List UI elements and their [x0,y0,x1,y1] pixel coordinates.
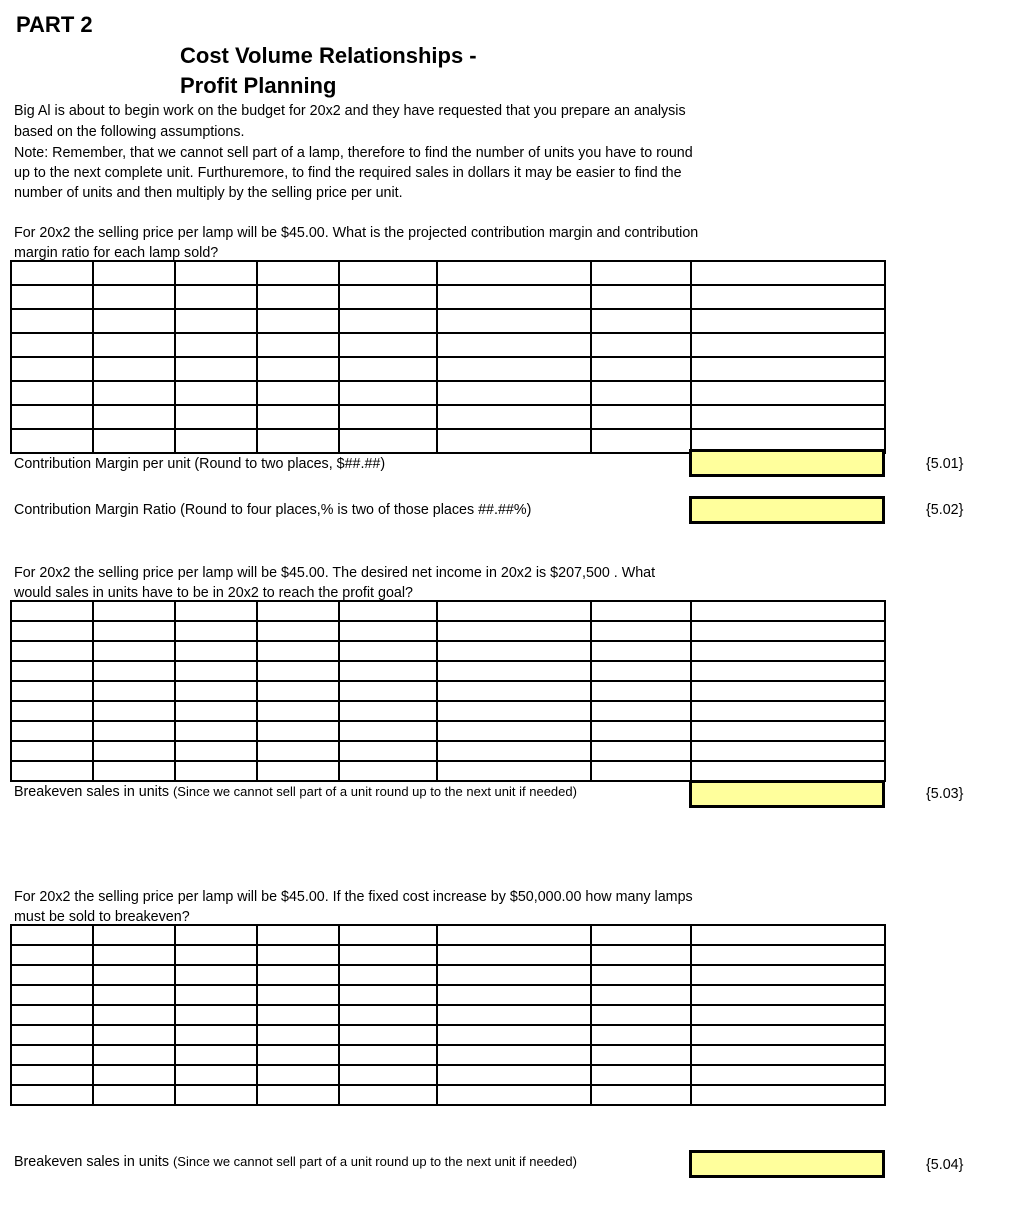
breakeven-units-fixed-cost-label-note: (Since we cannot sell part of a unit round up to the next unit if needed) [172,1154,577,1169]
grid-row [11,661,885,681]
grid-cell[interactable] [257,1045,339,1065]
grid-cell[interactable] [257,357,339,381]
grid-cell[interactable] [175,601,257,621]
grid-cell[interactable] [339,761,437,781]
grid-cell[interactable] [257,309,339,333]
grid-cell[interactable] [691,333,885,357]
grid-cell[interactable] [175,965,257,985]
grid-cell[interactable] [175,429,257,453]
grid-cell[interactable] [175,681,257,701]
grid-row [11,641,885,661]
intro-line: number of units and then multiply by the selling price per unit. [14,185,403,201]
grid-cell[interactable] [691,721,885,741]
grid-cell[interactable] [339,701,437,721]
grid-cell[interactable] [591,661,691,681]
grid-cell[interactable] [11,661,93,681]
grid-row [11,405,885,429]
grid-cell[interactable] [591,701,691,721]
grid-row [11,701,885,721]
grid-cell[interactable] [93,1065,175,1085]
question-1-text: For 20x2 the selling price per lamp will be $45.00. What is the projected contribution margin and contribution [14,225,699,241]
grid-cell[interactable] [11,1085,93,1105]
grid-cell[interactable] [437,681,591,701]
grid-cell[interactable] [175,925,257,945]
grid-cell[interactable] [691,1005,885,1025]
grid-cell[interactable] [93,1045,175,1065]
grid-cell[interactable] [437,1085,591,1105]
grid-cell[interactable] [11,1005,93,1025]
grid-row [11,621,885,641]
grid-cell[interactable] [591,761,691,781]
grid-cell[interactable] [437,701,591,721]
grid-cell[interactable] [591,1085,691,1105]
grid-cell[interactable] [93,1085,175,1105]
grid-cell[interactable] [175,357,257,381]
grid-cell[interactable] [257,285,339,309]
grid-cell[interactable] [591,741,691,761]
grid-cell[interactable] [591,405,691,429]
grid-cell[interactable] [93,925,175,945]
grid-cell[interactable] [93,429,175,453]
grid-row [11,945,885,965]
grid-cell[interactable] [257,1065,339,1085]
answer-ref-5-01: {5.01} [926,456,964,472]
grid-cell[interactable] [339,721,437,741]
grid-cell[interactable] [257,1025,339,1045]
question-2-text: For 20x2 the selling price per lamp will be $45.00. The desired net income in 20x2 is $207,500 . What [14,565,656,581]
question-1-text: margin ratio for each lamp sold? [14,245,219,261]
grid-cell[interactable] [175,309,257,333]
grid-cell[interactable] [691,965,885,985]
intro-line: up to the next complete unit. Furthuremore, to find the required sales in dollars it may be easier to find the [14,165,682,181]
cm-ratio-label: Contribution Margin Ratio (Round to four places,% is two of those places ##.##%) [14,502,532,518]
grid-cell[interactable] [93,309,175,333]
grid-cell[interactable] [93,641,175,661]
grid-cell[interactable] [437,261,591,285]
answer-ref-5-02: {5.02} [926,502,964,518]
grid-cell[interactable] [437,405,591,429]
grid-cell[interactable] [691,761,885,781]
grid-cell[interactable] [591,381,691,405]
grid-cell[interactable] [11,1025,93,1045]
grid-cell[interactable] [339,601,437,621]
grid-cell[interactable] [437,1045,591,1065]
intro-line: Big Al is about to begin work on the budget for 20x2 and they have requested that you prepare an analysis [14,103,686,119]
grid-cell[interactable] [437,1025,591,1045]
grid-row [11,309,885,333]
grid-cell[interactable] [339,1005,437,1025]
breakeven-units-fixed-cost-answer-cell[interactable] [689,1150,885,1178]
grid-cell[interactable] [691,261,885,285]
grid-cell[interactable] [93,405,175,429]
grid-cell[interactable] [11,429,93,453]
grid-cell[interactable] [339,741,437,761]
grid-cell[interactable] [11,701,93,721]
grid-cell[interactable] [437,661,591,681]
grid-row [11,261,885,285]
grid-cell[interactable] [437,429,591,453]
intro-line: Note: Remember, that we cannot sell part of a lamp, therefore to find the number of units you have to round [14,145,693,161]
grid-cell[interactable] [11,761,93,781]
grid-cell[interactable] [93,985,175,1005]
grid-cell[interactable] [591,945,691,965]
part-heading: PART 2 [16,12,93,37]
grid-cell[interactable] [691,925,885,945]
grid-cell[interactable] [437,1065,591,1085]
grid-cell[interactable] [339,681,437,701]
grid-cell[interactable] [339,1025,437,1045]
grid-cell[interactable] [339,925,437,945]
grid-row [11,681,885,701]
grid-cell[interactable] [257,741,339,761]
grid-cell[interactable] [257,1085,339,1105]
grid-cell[interactable] [257,661,339,681]
grid-cell[interactable] [339,357,437,381]
grid-cell[interactable] [437,333,591,357]
grid-cell[interactable] [691,641,885,661]
grid-row [11,333,885,357]
grid-cell[interactable] [257,761,339,781]
grid-cell[interactable] [591,261,691,285]
grid-cell[interactable] [437,309,591,333]
cm-per-unit-answer-cell[interactable] [689,449,885,477]
grid-cell[interactable] [437,965,591,985]
grid-cell[interactable] [691,309,885,333]
grid-cell[interactable] [437,285,591,309]
grid-cell[interactable] [11,621,93,641]
grid-cell[interactable] [691,945,885,965]
cm-per-unit-label: Contribution Margin per unit (Round to two places, $##.##) [14,456,386,472]
grid-row [11,1025,885,1045]
grid-row [11,965,885,985]
grid-cell[interactable] [257,985,339,1005]
grid-cell[interactable] [437,925,591,945]
grid-cell[interactable] [175,1005,257,1025]
grid-cell[interactable] [11,381,93,405]
grid-cell[interactable] [257,405,339,429]
grid-cell[interactable] [591,601,691,621]
grid-cell[interactable] [257,681,339,701]
grid-row [11,985,885,1005]
grid-cell[interactable] [591,925,691,945]
question-3-text: For 20x2 the selling price per lamp will be $45.00. If the fixed cost increase by $50,000.00 how many lamps [14,889,693,905]
grid-cell[interactable] [339,1065,437,1085]
grid-cell[interactable] [257,925,339,945]
grid-cell[interactable] [339,405,437,429]
grid-cell[interactable] [437,761,591,781]
grid-cell[interactable] [691,661,885,681]
grid-cell[interactable] [339,985,437,1005]
grid-cell[interactable] [11,285,93,309]
grid-cell[interactable] [339,945,437,965]
grid-cell[interactable] [175,1045,257,1065]
page-title-line2: Profit Planning [180,73,337,98]
grid-cell[interactable] [11,261,93,285]
grid-cell[interactable] [591,285,691,309]
grid-cell[interactable] [93,741,175,761]
grid-cell[interactable] [93,1025,175,1045]
grid-cell[interactable] [591,309,691,333]
grid-cell[interactable] [11,405,93,429]
grid-cell[interactable] [93,285,175,309]
grid-cell[interactable] [437,985,591,1005]
grid-cell[interactable] [175,261,257,285]
grid-cell[interactable] [175,621,257,641]
grid-cell[interactable] [591,641,691,661]
grid-cell[interactable] [437,1005,591,1025]
grid-cell[interactable] [257,1005,339,1025]
grid-cell[interactable] [93,701,175,721]
grid-cell[interactable] [591,1005,691,1025]
grid-cell[interactable] [257,621,339,641]
breakeven-units-answer-cell[interactable] [689,780,885,808]
answer-ref-5-04: {5.04} [926,1157,964,1173]
grid-cell[interactable] [11,309,93,333]
grid-cell[interactable] [691,601,885,621]
page-title-line1: Cost Volume Relationships - [180,43,477,68]
grid-cell[interactable] [11,357,93,381]
grid-cell[interactable] [591,965,691,985]
breakeven-units-fixed-cost-label [14,1154,577,1170]
grid-cell[interactable] [175,1085,257,1105]
grid-cell[interactable] [11,1045,93,1065]
grid-cell[interactable] [175,761,257,781]
grid-cell[interactable] [11,333,93,357]
grid-cell[interactable] [175,661,257,681]
grid-cell[interactable] [175,333,257,357]
question-3-text: must be sold to breakeven? [14,909,190,925]
grid-cell[interactable] [339,621,437,641]
grid-cell[interactable] [93,357,175,381]
grid-cell[interactable] [257,381,339,405]
grid-cell[interactable] [257,721,339,741]
grid-cell[interactable] [257,333,339,357]
grid-cell[interactable] [437,721,591,741]
grid-cell[interactable] [691,741,885,761]
breakeven-units-label [14,784,577,800]
grid-cell[interactable] [339,965,437,985]
grid-row [11,381,885,405]
grid-cell[interactable] [591,1025,691,1045]
grid-row [11,357,885,381]
grid-row [11,925,885,945]
grid-row [11,741,885,761]
grid-cell[interactable] [175,701,257,721]
grid-cell[interactable] [11,945,93,965]
grid-cell[interactable] [437,641,591,661]
grid-row [11,1005,885,1025]
cm-ratio-answer-cell[interactable] [689,496,885,524]
grid-cell[interactable] [93,965,175,985]
grid-cell[interactable] [339,261,437,285]
grid-cell[interactable] [257,429,339,453]
grid-cell[interactable] [691,357,885,381]
grid-cell[interactable] [691,285,885,309]
grid-cell[interactable] [591,985,691,1005]
grid-row [11,761,885,781]
grid-cell[interactable] [93,721,175,741]
grid-cell[interactable] [257,261,339,285]
grid-cell[interactable] [339,1045,437,1065]
grid-cell[interactable] [339,381,437,405]
grid-cell[interactable] [93,661,175,681]
grid-cell[interactable] [339,309,437,333]
grid-cell[interactable] [591,721,691,741]
breakeven-units-fixed-cost-label-main: Breakeven sales in units [14,1154,169,1170]
grid-cell[interactable] [437,357,591,381]
grid-row [11,1045,885,1065]
grid-cell[interactable] [691,381,885,405]
grid-cell[interactable] [257,965,339,985]
grid-row [11,285,885,309]
work-grid-1[interactable] [10,260,886,454]
grid-cell[interactable] [339,333,437,357]
grid-cell[interactable] [437,601,591,621]
grid-cell[interactable] [339,641,437,661]
grid-cell[interactable] [691,985,885,1005]
grid-cell[interactable] [691,701,885,721]
grid-row [11,1085,885,1105]
grid-cell[interactable] [93,621,175,641]
answer-ref-5-03: {5.03} [926,786,964,802]
grid-cell[interactable] [691,405,885,429]
grid-cell[interactable] [339,1085,437,1105]
grid-cell[interactable] [175,721,257,741]
grid-cell[interactable] [93,601,175,621]
grid-cell[interactable] [175,1025,257,1045]
grid-cell[interactable] [93,381,175,405]
grid-cell[interactable] [93,681,175,701]
grid-cell[interactable] [591,357,691,381]
grid-cell[interactable] [691,1045,885,1065]
grid-cell[interactable] [437,621,591,641]
grid-cell[interactable] [257,641,339,661]
breakeven-units-label-main: Breakeven sales in units [14,784,169,800]
intro-line: based on the following assumptions. [14,124,245,140]
grid-cell[interactable] [93,945,175,965]
grid-cell[interactable] [691,1065,885,1085]
grid-cell[interactable] [339,661,437,681]
work-grid-2[interactable] [10,600,886,782]
grid-cell[interactable] [11,641,93,661]
grid-cell[interactable] [691,1025,885,1045]
grid-row [11,1065,885,1085]
grid-cell[interactable] [175,741,257,761]
grid-cell[interactable] [11,965,93,985]
grid-cell[interactable] [11,601,93,621]
grid-cell[interactable] [691,1085,885,1105]
grid-cell[interactable] [257,945,339,965]
grid-cell[interactable] [257,601,339,621]
grid-cell[interactable] [93,761,175,781]
grid-row [11,601,885,621]
grid-cell[interactable] [175,1065,257,1085]
grid-cell[interactable] [437,945,591,965]
grid-cell[interactable] [175,381,257,405]
grid-cell[interactable] [11,741,93,761]
grid-cell[interactable] [437,741,591,761]
grid-cell[interactable] [11,985,93,1005]
grid-cell[interactable] [591,1065,691,1085]
grid-cell[interactable] [339,285,437,309]
grid-cell[interactable] [339,429,437,453]
grid-cell[interactable] [591,681,691,701]
grid-cell[interactable] [437,381,591,405]
grid-cell[interactable] [591,621,691,641]
grid-cell[interactable] [591,333,691,357]
grid-cell[interactable] [11,925,93,945]
question-2-text: would sales in units have to be in 20x2 to reach the profit goal? [14,585,413,601]
work-grid-3[interactable] [10,924,886,1106]
grid-cell[interactable] [175,405,257,429]
grid-row [11,721,885,741]
grid-cell[interactable] [591,429,691,453]
grid-cell[interactable] [11,1065,93,1085]
breakeven-units-label-note: (Since we cannot sell part of a unit round up to the next unit if needed) [172,784,577,799]
grid-cell[interactable] [93,261,175,285]
grid-cell[interactable] [93,333,175,357]
grid-cell[interactable] [591,1045,691,1065]
grid-cell[interactable] [257,701,339,721]
grid-cell[interactable] [11,721,93,741]
grid-cell[interactable] [175,945,257,965]
grid-cell[interactable] [691,681,885,701]
grid-cell[interactable] [11,681,93,701]
grid-cell[interactable] [93,1005,175,1025]
grid-cell[interactable] [175,641,257,661]
grid-cell[interactable] [175,985,257,1005]
grid-cell[interactable] [175,285,257,309]
grid-cell[interactable] [691,621,885,641]
